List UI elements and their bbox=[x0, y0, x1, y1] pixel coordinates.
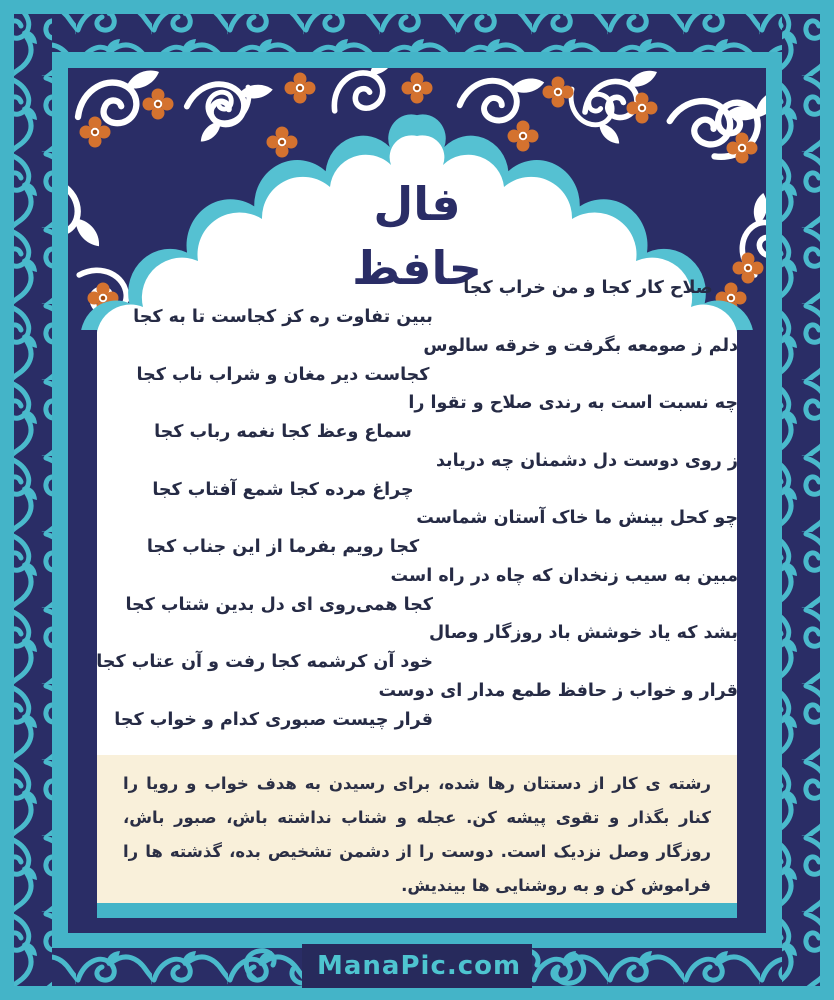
verse-left-8: قرار چیست صبوری کدام و خواب کجا bbox=[114, 710, 433, 730]
verse-right-7: بشد که یاد خوشش باد روزگار وصال bbox=[428, 623, 738, 643]
verse-left-6: کجا همی‌روی ای دل بدین شتاب کجا bbox=[125, 595, 433, 615]
watermark: ManaPic.com bbox=[317, 951, 522, 981]
verse-right-5: چو کحل بینش ما خاک آستان شماست bbox=[416, 508, 738, 528]
page-title: فال حافظ bbox=[352, 177, 482, 295]
verse-right-1: صلاح کار کجا و من خراب کجا bbox=[463, 278, 713, 298]
verse-right-2: دلم ز صومعه بگرفت و خرقه سالوس bbox=[423, 336, 738, 356]
interpretation-text: رشته ی کار از دستتان رها شده، برای رسیدن به هدف خواب و رویا را کنار بگذار و تقوی پیشه کن. عجله و شتاب نداشته باش، صبور باش، روزگار وصل نزدیک است. دوست را از دشمن تشخیص بده، گذشته ها را فراموش کن و به روشنایی ها بیندیش. bbox=[123, 774, 711, 895]
scroll-border-left bbox=[14, 14, 52, 986]
verse-left-3: سماع وعظ کجا نغمه رباب کجا bbox=[154, 422, 412, 442]
verse-right-3: چه نسبت است به رندی صلاح و تقوا را bbox=[408, 393, 738, 413]
bottom-teal-strip bbox=[97, 903, 737, 918]
verse-left-5: کجا رویم بفرما از این جناب کجا bbox=[146, 537, 420, 557]
scroll-border-right bbox=[782, 14, 820, 986]
verse-left-2: کجاست دیر مغان و شراب ناب کجا bbox=[136, 365, 430, 385]
scroll-border-top bbox=[14, 14, 820, 52]
navy-stripe-left bbox=[68, 330, 97, 933]
verse-left-4: چراغ مرده کجا شمع آفتاب کجا bbox=[152, 480, 414, 500]
verse-right-6: مبین به سیب زنخدان که چاه در راه است bbox=[390, 566, 738, 586]
verse-right-8: قرار و خواب ز حافظ طمع مدار ای دوست bbox=[378, 681, 738, 701]
verse-left-7: خود آن کرشمه کجا رفت و آن عتاب کجا bbox=[96, 652, 433, 672]
verse-right-4: ز روی دوست دل دشمنان چه دریابد bbox=[435, 451, 738, 471]
navy-stripe-right bbox=[737, 330, 766, 933]
verse-left-1: ببین تفاوت ره کز کجاست تا به کجا bbox=[133, 307, 433, 327]
bottom-navy-strip bbox=[68, 918, 766, 933]
